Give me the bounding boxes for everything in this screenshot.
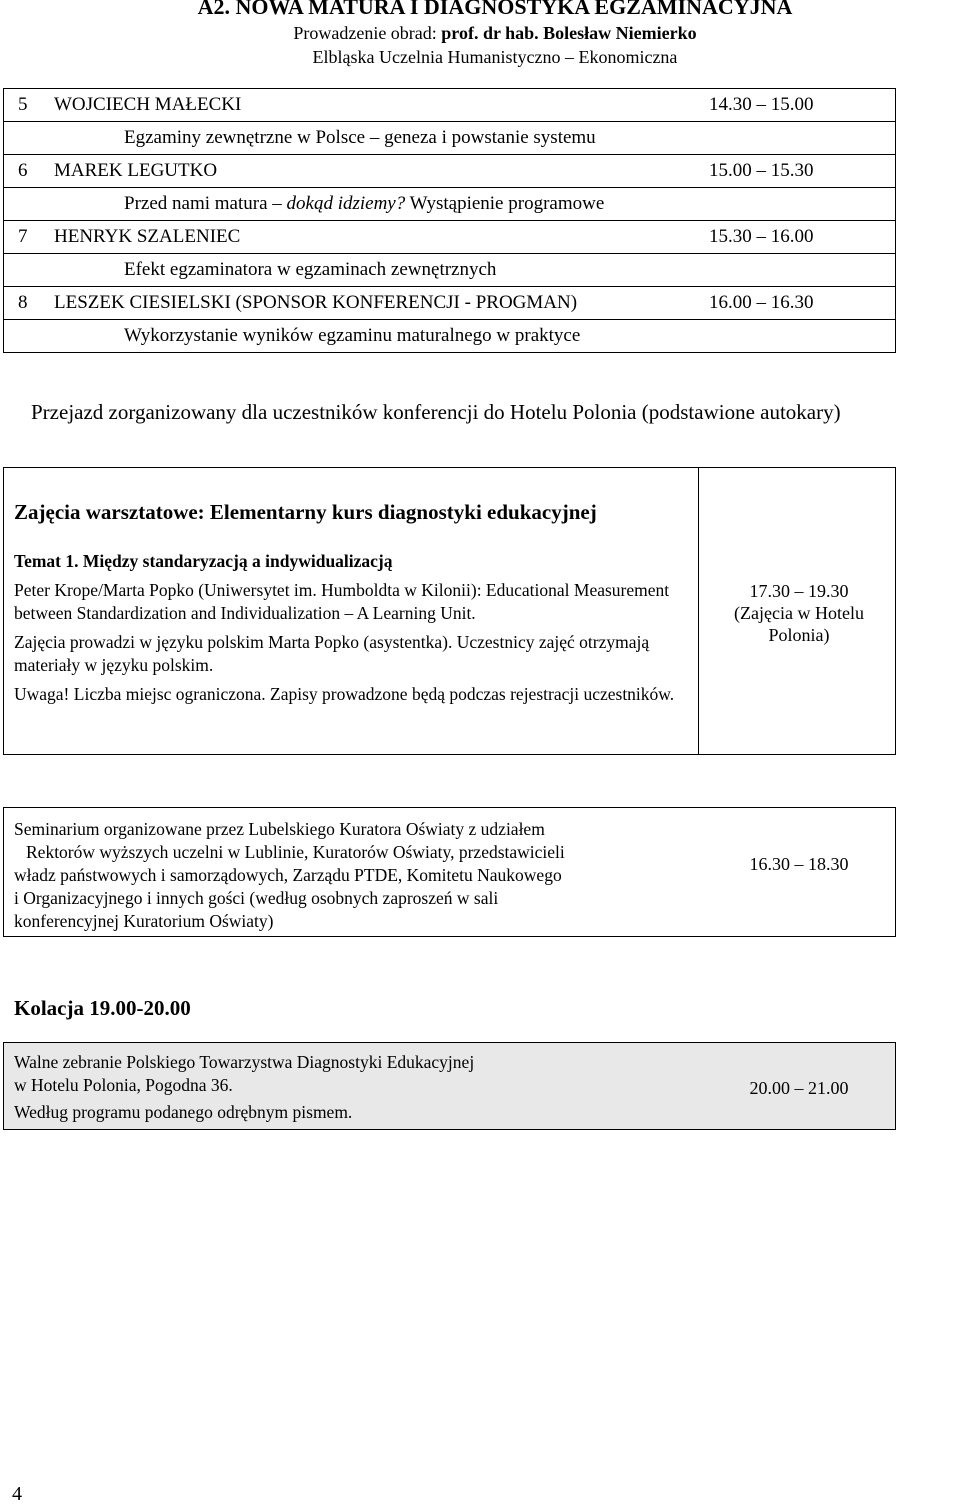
topic-part: Przed nami matura –: [124, 193, 282, 214]
workshop-hours: 17.30 – 19.30: [749, 581, 849, 601]
section-title: A2. NOWA MATURA I DIAGNOSTYKA EGZAMINACYJNA: [197, 0, 793, 19]
empty-cell: [695, 320, 896, 353]
workshop-paragraph: Uwaga! Liczba miejsc ograniczona. Zapisy prowadzone będą podczas rejestracji uczestników.: [14, 684, 675, 704]
table-row: [4, 89, 896, 122]
seminar-line: i Organizacyjnego i innych gości (według osobnych zaproszeń w sali: [14, 888, 499, 908]
workshop-topic: [14, 550, 689, 573]
seminar-line: konferencyjnej Kuratorium Oświaty): [14, 911, 274, 931]
talk-topic: [44, 188, 695, 221]
speaker-name: LESZEK CIESIELSKI (SPONSOR KONFERENCJI - PROGMAN): [44, 287, 695, 320]
speaker-number: 8: [4, 287, 45, 320]
topic-italic-part: dokąd idziemy?: [286, 193, 406, 214]
table-row: [4, 155, 896, 188]
table-row: [4, 221, 896, 254]
session-time: 14.30 – 15.00: [695, 89, 896, 122]
table-row: [4, 320, 896, 353]
dinner-heading: Kolacja 19.00-20.00: [14, 996, 191, 1020]
empty-cell: [695, 122, 896, 155]
chair-line: [0, 22, 960, 44]
talk-topic: Wykorzystanie wyników egzaminu maturalnego w praktyce: [44, 320, 695, 353]
column-divider: [698, 468, 699, 754]
speaker-name: WOJCIECH MAŁECKI: [44, 89, 695, 122]
seminar-line: Rektorów wyższych uczelni w Lublinie, Kuratorów Oświaty, przedstawicieli: [26, 842, 565, 862]
speaker-number: 6: [4, 155, 45, 188]
table-row: [4, 188, 896, 221]
chair-prefix: Prowadzenie obrad:: [293, 23, 437, 43]
workshop-box: [3, 467, 896, 755]
meeting-box: [3, 1042, 896, 1130]
workshop-description: [14, 550, 689, 712]
speaker-number: 7: [4, 221, 45, 254]
workshop-title: Zajęcia warsztatowe: Elementarny kurs diagnostyki edukacyjnej: [14, 500, 597, 524]
table-row: [4, 287, 896, 320]
table-row: [4, 122, 896, 155]
workshop-place: (Zajęcia w Hotelu Polonia): [734, 603, 864, 645]
empty-cell: [695, 254, 896, 287]
session-time: 16.00 – 16.30: [695, 287, 896, 320]
topic-title: Między standaryzacją a indywidualizacją: [82, 551, 393, 571]
meeting-description: [14, 1051, 694, 1124]
workshop-paragraph: Peter Krope/Marta Popko (Uniwersytet im. Humboldta w Kilonii): Educational Measurement between Standardization and Individualization – A Learning Unit.: [14, 580, 670, 623]
session-time: 15.30 – 16.00: [695, 221, 896, 254]
empty-cell: [4, 254, 45, 287]
page-number: 4: [12, 1483, 22, 1505]
topic-label: Temat 1.: [14, 551, 79, 571]
seminar-line: Seminarium organizowane przez Lubelskiego Kuratora Oświaty z udziałem: [14, 819, 545, 839]
speaker-name: MAREK LEGUTKO: [44, 155, 695, 188]
meeting-line: Walne zebranie Polskiego Towarzystwa Diagnostyki Edukacyjnej: [14, 1052, 475, 1072]
talk-topic: Egzaminy zewnętrzne w Polsce – geneza i powstanie systemu: [44, 122, 695, 155]
seminar-line: władz państwowych i samorządowych, Zarządu PTDE, Komitetu Naukowego: [14, 865, 562, 885]
topic-part: Wystąpienie programowe: [409, 193, 605, 214]
empty-cell: [4, 188, 45, 221]
meeting-line: Według programu podanego odrębnym pismem.: [14, 1102, 353, 1122]
program-table: [3, 88, 896, 353]
workshop-paragraph: Zajęcia prowadzi w języku polskim Marta Popko (asystentka). Uczestnicy zajęć otrzymają materiały w języku polskim.: [14, 632, 650, 675]
talk-topic: Efekt egzaminatora w egzaminach zewnętrznych: [44, 254, 695, 287]
empty-cell: [695, 188, 896, 221]
seminar-description: [14, 818, 694, 933]
workshop-time: [704, 580, 894, 646]
seminar-time: 16.30 – 18.30: [749, 854, 849, 874]
empty-cell: [4, 320, 45, 353]
speaker-name: HENRYK SZALENIEC: [44, 221, 695, 254]
transfer-note: Przejazd zorganizowany dla uczestników konferencji do Hotelu Polonia (podstawione autokary): [31, 400, 841, 424]
speaker-number: 5: [4, 89, 45, 122]
institution: Elbląska Uczelnia Humanistyczno – Ekonomiczna: [312, 47, 678, 67]
chair-name: prof. dr hab. Bolesław Niemierko: [441, 23, 697, 43]
empty-cell: [4, 122, 45, 155]
seminar-box: [3, 807, 896, 937]
meeting-line: w Hotelu Polonia, Pogodna 36.: [14, 1075, 233, 1095]
meeting-time: 20.00 – 21.00: [749, 1078, 849, 1098]
session-time: 15.00 – 15.30: [695, 155, 896, 188]
table-row: [4, 254, 896, 287]
